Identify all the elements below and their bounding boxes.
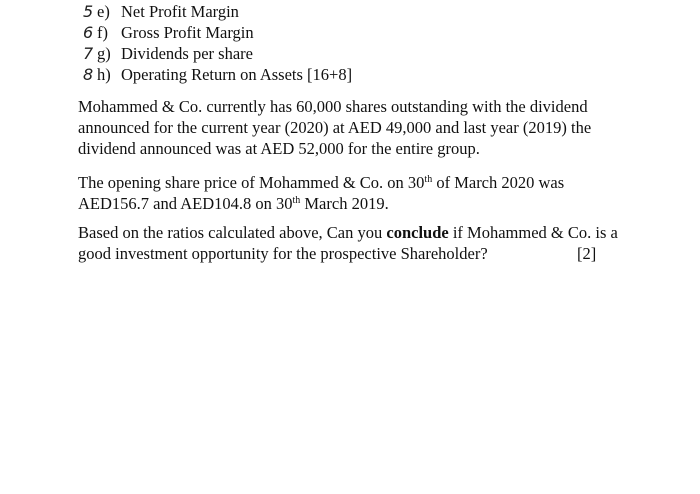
handwritten-number: 7 (83, 44, 94, 63)
paragraph-line: dividend announced was at AED 52,000 for the entire group. (78, 139, 480, 158)
question-paragraph (78, 222, 648, 264)
text-segment: AED156.7 and AED104.8 on 30 (78, 194, 293, 213)
text-segment: of March 2020 was (432, 173, 565, 192)
paragraph-line: good investment opportunity for the prospective Shareholder? (78, 244, 488, 263)
text-segment: March 2019. (300, 194, 389, 213)
text-segment: Based on the ratios calculated above, Can you (78, 223, 387, 242)
ordinal-suffix: th (424, 174, 433, 185)
paragraph-line (78, 193, 648, 214)
item-text: Gross Profit Margin (121, 23, 254, 42)
paragraph-line: announced for the current year (2020) at AED 49,000 and last year (2019) the (78, 118, 592, 137)
item-marker: e) (97, 2, 110, 21)
item-marker: h) (97, 65, 111, 84)
item-marker: g) (97, 44, 111, 63)
handwritten-number: 8 (83, 65, 94, 84)
item-text: Dividends per share (121, 44, 253, 63)
dividend-paragraph (78, 96, 648, 159)
paragraph-line (78, 222, 648, 243)
ordinal-suffix: th (292, 195, 301, 206)
handwritten-number: 6 (83, 23, 94, 42)
emphasis-word: conclude (386, 223, 449, 242)
paragraph-line (78, 172, 648, 193)
text-segment: The opening share price of Mohammed & Co. on 30 (78, 173, 425, 192)
item-text: Net Profit Margin (121, 2, 239, 21)
handwritten-number: 5 (83, 2, 94, 21)
item-text: Operating Return on Assets [16+8] (121, 65, 353, 84)
marks-label: [2] (577, 244, 597, 263)
share-price-paragraph (78, 172, 648, 214)
paragraph-line: Mohammed & Co. currently has 60,000 shares outstanding with the dividend (78, 97, 588, 116)
text-segment: if Mohammed & Co. is a (448, 223, 618, 242)
item-marker: f) (97, 23, 108, 42)
